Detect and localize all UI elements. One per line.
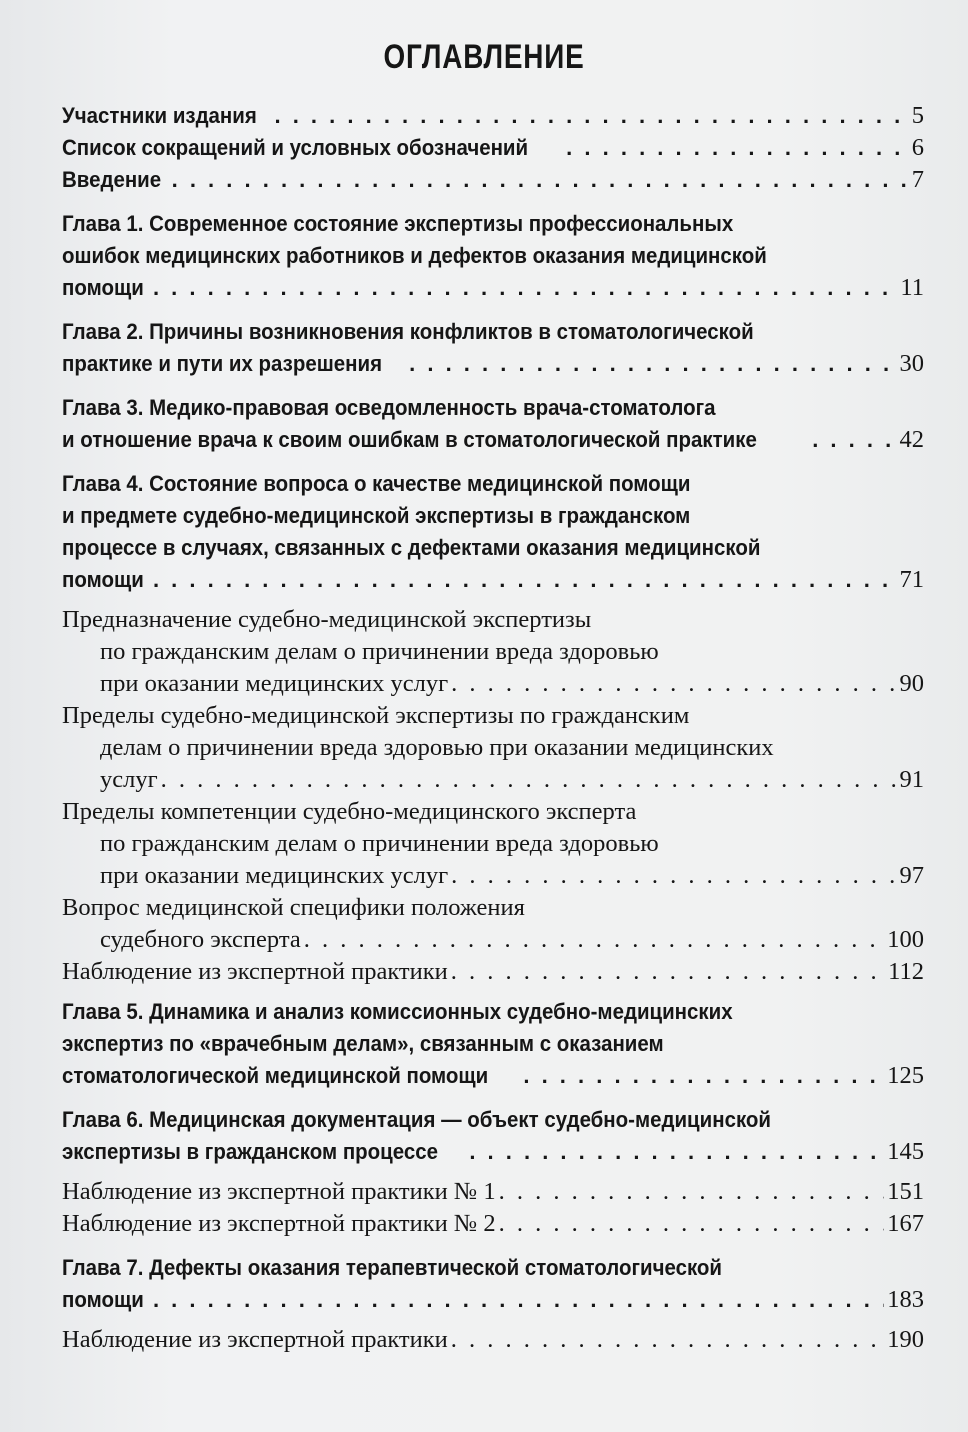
page-number: 30 — [899, 350, 924, 377]
toc-entry — [62, 272, 924, 304]
toc-entry — [62, 564, 924, 596]
dot-leader — [812, 424, 896, 456]
page-number: 100 — [887, 926, 924, 953]
toc-entry — [62, 100, 924, 132]
dot-leader — [499, 1176, 885, 1208]
entry-title: помощи — [62, 275, 144, 300]
section-title-line: Предназначение судебно-медицинской экспертизы — [62, 606, 592, 633]
dot-leader — [304, 924, 885, 956]
chapter-title-line: Глава 6. Медицинская документация — объект судебно-медицинской — [62, 1107, 772, 1132]
toc-entry — [62, 924, 924, 956]
page-number: 42 — [899, 426, 924, 453]
dot-leader — [451, 956, 885, 988]
section-title-line: Пределы компетенции судебно-медицинского эксперта — [62, 798, 637, 825]
toc-entry — [62, 956, 924, 988]
entry-title: помощи — [62, 1287, 144, 1312]
toc-entry — [62, 1208, 924, 1240]
page-number: 112 — [888, 958, 924, 985]
toc-entry — [62, 668, 924, 700]
page-number: 91 — [899, 766, 924, 793]
dot-leader — [469, 1136, 884, 1168]
dot-leader — [451, 860, 896, 892]
entry-title: Наблюдение из экспертной практики — [62, 1326, 448, 1353]
toc-entry — [62, 860, 924, 892]
page-number: 183 — [887, 1286, 924, 1313]
dot-leader — [451, 1324, 885, 1356]
page-number: 71 — [899, 566, 924, 593]
entry-title: при оказании медицинских услуг — [100, 670, 449, 697]
section-title-line: по гражданским делам о причинении вреда здоровью — [100, 830, 659, 857]
entry-title: при оказании медицинских услуг — [100, 862, 449, 889]
page-number: 97 — [899, 862, 924, 889]
toc-entry — [62, 424, 924, 456]
page-number: 7 — [911, 166, 924, 193]
entry-title: Наблюдение из экспертной практики — [62, 958, 448, 985]
section-title-line: Вопрос медицинской специфики положения — [62, 894, 525, 921]
table-of-contents — [62, 100, 924, 1356]
toc-entry — [62, 1060, 924, 1092]
chapter-title-line: Глава 1. Современное состояние экспертизы профессиональных — [62, 211, 734, 236]
entry-title: Участники издания — [62, 103, 257, 128]
entry-title: Наблюдение из экспертной практики № 1 — [62, 1178, 496, 1205]
page-number: 6 — [911, 134, 924, 161]
entry-title: и отношение врача к своим ошибкам в стоматологической практике — [62, 427, 757, 452]
chapter-title-line: Глава 2. Причины возникновения конфликтов в стоматологической — [62, 319, 754, 344]
page-title: ОГЛАВЛЕНИЕ — [383, 38, 585, 76]
chapter-title-line: Глава 4. Состояние вопроса о качестве медицинской помощи — [62, 471, 691, 496]
page-number: 90 — [899, 670, 924, 697]
page-number: 145 — [887, 1138, 924, 1165]
toc-entry — [62, 164, 924, 196]
entry-title: помощи — [62, 567, 144, 592]
dot-leader — [161, 764, 897, 796]
section-title-line: по гражданским делам о причинении вреда здоровью — [100, 638, 659, 665]
page-number: 167 — [887, 1210, 924, 1237]
dot-leader — [523, 1060, 884, 1092]
entry-title: судебного эксперта — [100, 926, 301, 953]
dot-leader — [153, 272, 897, 304]
page-number: 151 — [887, 1178, 924, 1205]
chapter-title-line: и предмете судебно-медицинской экспертизы в гражданском — [62, 503, 691, 528]
toc-entry — [62, 1176, 924, 1208]
page-number: 125 — [887, 1062, 924, 1089]
section-title-line: Пределы судебно-медицинской экспертизы по гражданским — [62, 702, 690, 729]
dot-leader — [499, 1208, 885, 1240]
toc-entry — [62, 764, 924, 796]
page-number: 190 — [887, 1326, 924, 1353]
dot-leader — [153, 564, 897, 596]
section-title-line: делам о причинении вреда здоровью при оказании медицинских — [100, 734, 774, 761]
page-number: 5 — [911, 102, 924, 129]
entry-title: экспертизы в гражданском процессе — [62, 1139, 439, 1164]
chapter-title-line: Глава 5. Динамика и анализ комиссионных судебно-медицинских — [62, 999, 733, 1024]
dot-leader — [172, 164, 909, 196]
entry-title: практике и пути их разрешения — [62, 351, 383, 376]
page-number: 11 — [900, 274, 924, 301]
dot-leader — [409, 348, 896, 380]
chapter-title-line: процессе в случаях, связанных с дефектами оказания медицинской — [62, 535, 761, 560]
toc-entry — [62, 348, 924, 380]
toc-entry — [62, 1324, 924, 1356]
dot-leader — [451, 668, 896, 700]
chapter-title-line: ошибок медицинских работников и дефектов оказания медицинской — [62, 243, 767, 268]
chapter-title-line: экспертиз по «врачебным делам», связанным с оказанием — [62, 1031, 664, 1056]
dot-leader — [274, 100, 908, 132]
toc-entry — [62, 132, 924, 164]
entry-title: стоматологической медицинской помощи — [62, 1063, 489, 1088]
entry-title: Наблюдение из экспертной практики № 2 — [62, 1210, 496, 1237]
toc-entry — [62, 1136, 924, 1168]
entry-title: Список сокращений и условных обозначений — [62, 135, 529, 160]
chapter-title-line: Глава 7. Дефекты оказания терапевтической стоматологической — [62, 1255, 723, 1280]
entry-title: услуг — [100, 766, 158, 793]
dot-leader — [153, 1284, 884, 1316]
entry-title: Введение — [62, 167, 162, 192]
chapter-title-line: Глава 3. Медико-правовая осведомленность врача-стоматолога — [62, 395, 716, 420]
dot-leader — [566, 132, 909, 164]
toc-entry — [62, 1284, 924, 1316]
